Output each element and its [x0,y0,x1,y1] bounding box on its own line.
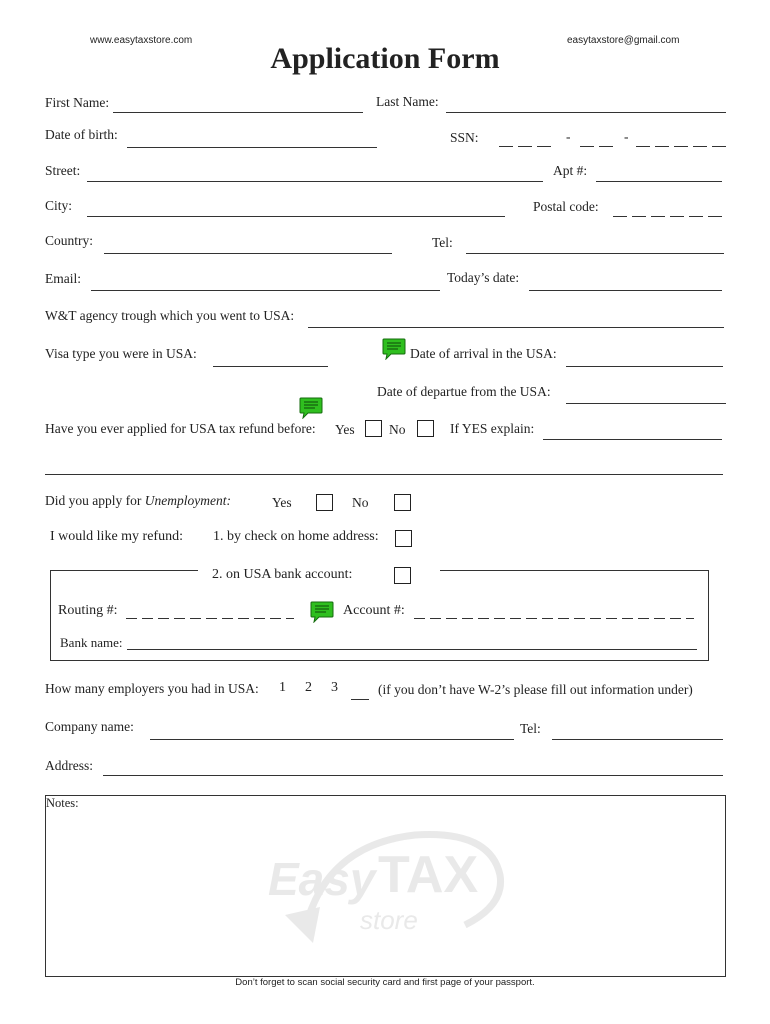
applied-no-label: No [389,422,406,437]
unemployment-yes-checkbox[interactable] [316,494,333,511]
unemployment-no-label: No [352,495,369,510]
departure-date-label: Date of departue from the USA: [377,384,551,399]
visa-type-field[interactable] [213,366,328,367]
agency-label: W&T agency trough which you went to USA: [45,308,295,323]
employers-option-1[interactable]: 1 [279,680,286,695]
unemployment-label: Did you apply for Unemployment: [45,493,231,508]
comment-icon[interactable] [299,397,323,419]
applied-yes-label: Yes [335,422,355,437]
email-field[interactable] [91,290,440,291]
if-yes-explain-field[interactable] [543,439,722,440]
explain-continuation-field[interactable] [45,474,723,475]
company-name-label: Company name: [45,719,134,734]
country-label: Country: [45,233,94,248]
address-label: Address: [45,758,93,773]
company-name-field[interactable] [150,739,514,740]
first-name-label: First Name: [45,95,110,110]
employers-count-field[interactable] [351,699,369,700]
refund-check-checkbox[interactable] [395,530,412,547]
city-field[interactable] [87,216,505,217]
ssn-separator: - [566,129,571,144]
street-field[interactable] [87,181,543,182]
departure-date-field[interactable] [566,403,726,404]
comment-icon[interactable] [310,601,334,623]
arrival-date-field[interactable] [566,366,723,367]
arrival-date-label: Date of arrival in the USA: [410,346,557,361]
employers-label: How many employers you had in USA: [45,681,259,696]
unemployment-yes-label: Yes [272,495,292,510]
postal-code-label: Postal code: [533,199,599,214]
applied-no-checkbox[interactable] [417,420,434,437]
first-name-field[interactable] [113,112,363,113]
applied-yes-checkbox[interactable] [365,420,382,437]
account-label: Account #: [343,603,405,618]
bank-name-label: Bank name: [60,635,123,650]
street-label: Street: [45,163,81,178]
agency-field[interactable] [308,327,724,328]
city-label: City: [45,198,73,213]
comment-icon[interactable] [382,338,406,360]
refund-check-label: 1. by check on home address: [213,529,379,544]
ssn-label: SSN: [450,130,479,145]
notes-label: Notes: [46,796,79,810]
ssn-separator: - [624,129,629,144]
last-name-label: Last Name: [376,94,439,109]
employers-note: (if you don’t have W-2’s please fill out information under) [378,682,693,697]
today-date-label: Today’s date: [447,270,520,285]
company-tel-field[interactable] [552,739,723,740]
page-title: Application Form [270,42,500,75]
bank-account-label: 2. on USA bank account: [212,567,353,582]
tel-field[interactable] [466,253,724,254]
watermark-tax: TAX [378,846,479,904]
visa-type-label: Visa type you were in USA: [45,346,197,361]
email-label: Email: [45,271,81,286]
last-name-field[interactable] [446,112,726,113]
watermark-store: store [360,905,418,935]
apt-field[interactable] [596,181,722,182]
refund-label: I would like my refund: [50,529,183,544]
apt-label: Apt #: [553,163,588,178]
today-date-field[interactable] [529,290,722,291]
footer-note: Don’t forget to scan social security card and first page of your passport. [235,977,535,988]
routing-label: Routing #: [58,603,118,618]
company-tel-label: Tel: [520,721,541,736]
email-link[interactable]: easytaxstore@gmail.com [567,35,680,46]
tel-label: Tel: [432,235,453,250]
bank-name-field[interactable] [127,649,697,650]
if-yes-explain-label: If YES explain: [450,421,535,436]
applied-before-label: Have you ever applied for USA tax refund before: [45,421,316,436]
unemployment-no-checkbox[interactable] [394,494,411,511]
dob-label: Date of birth: [45,127,118,142]
dob-field[interactable] [127,147,377,148]
country-field[interactable] [104,253,392,254]
website-link[interactable]: www.easytaxstore.com [90,35,193,46]
employers-option-3[interactable]: 3 [331,680,338,695]
address-field[interactable] [103,775,723,776]
bank-account-checkbox[interactable] [394,567,411,584]
watermark-easy: Easy [268,853,376,905]
employers-option-2[interactable]: 2 [305,680,312,695]
